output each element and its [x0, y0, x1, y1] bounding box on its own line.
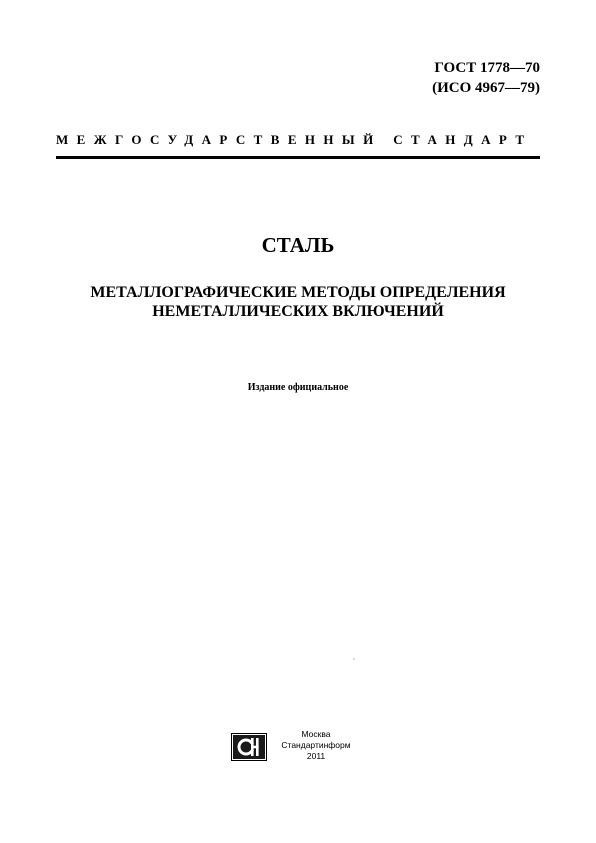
header-rule-divider — [56, 156, 540, 159]
document-subtitle — [0, 283, 596, 321]
interstate-standard-label: МЕЖГОСУДАРСТВЕННЫЙ СТАНДАРТ — [56, 132, 533, 147]
scan-speck — [353, 658, 355, 660]
standartinform-logo-icon — [231, 733, 267, 761]
document-title: СТАЛЬ — [261, 233, 335, 257]
publication-year: 2011 — [306, 751, 326, 761]
subtitle-line-2: НЕМЕТАЛЛИЧЕСКИХ ВКЛЮЧЕНИЙ — [152, 303, 444, 320]
publisher-name: Стандартинформ — [281, 740, 351, 750]
subtitle-line-1: МЕТАЛЛОГРАФИЧЕСКИЕ МЕТОДЫ ОПРЕДЕЛЕНИЯ — [90, 284, 506, 301]
edition-note: Издание официальное — [247, 382, 349, 393]
publisher-imprint — [276, 729, 356, 762]
gost-number: ГОСТ 1778—70 — [434, 60, 540, 76]
standard-designation — [432, 58, 540, 98]
iso-number: (ИСО 4967—79) — [432, 80, 540, 96]
publisher-city: Москва — [301, 729, 331, 739]
